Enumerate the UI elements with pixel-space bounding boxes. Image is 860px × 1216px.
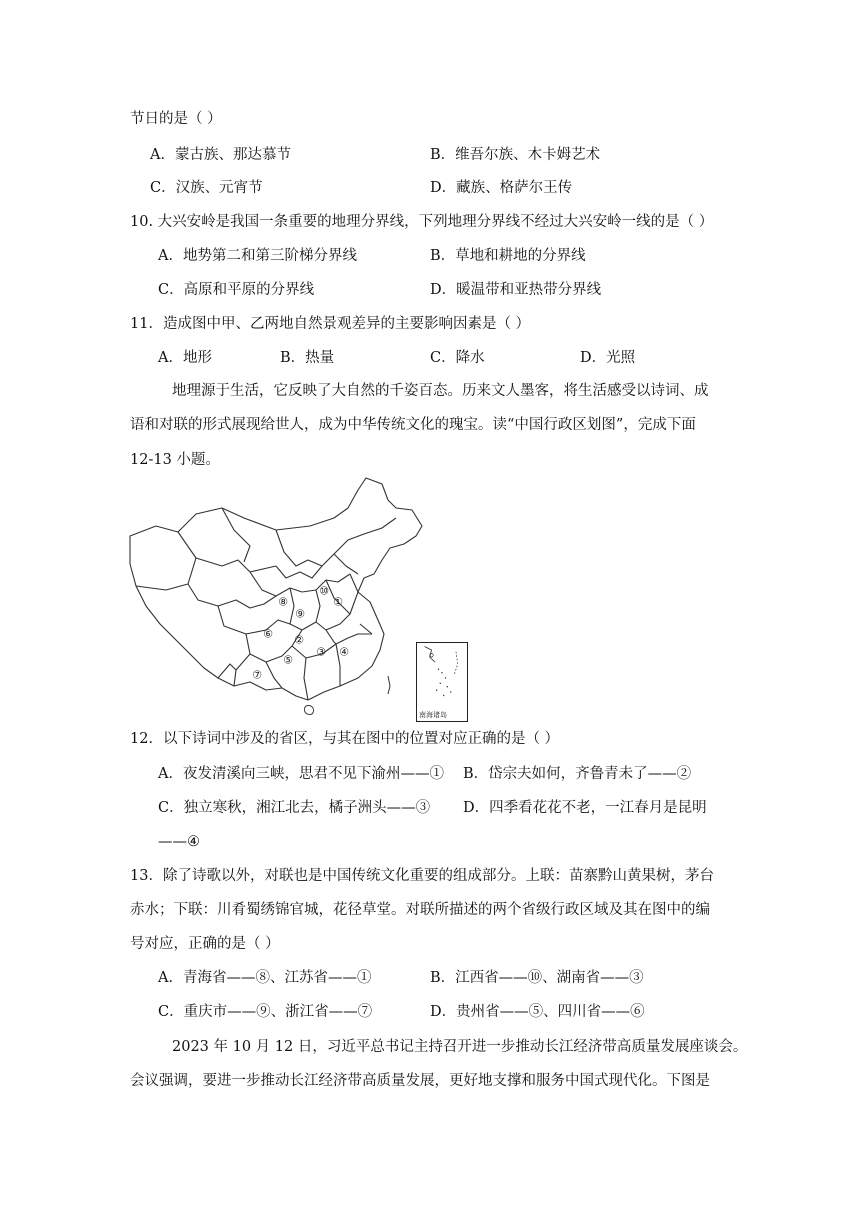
q10-option-d: D．暖温带和亚热带分界线 xyxy=(430,282,602,298)
south-china-sea-inset xyxy=(416,642,468,722)
passage1-line3: 12-13 小题。 xyxy=(130,452,220,468)
q13-option-a: A．青海省——⑧、江苏省——① xyxy=(158,970,372,986)
q11-option-d: D．光照 xyxy=(580,350,636,366)
q12-option-b: B．岱宗夫如何，齐鲁青未了——② xyxy=(463,766,692,782)
map-marker-8: ⑧ xyxy=(278,595,288,609)
inset-label: 南海诸岛 xyxy=(419,711,447,719)
map-marker-9: ⑨ xyxy=(295,607,305,621)
map-marker-4: ④ xyxy=(339,645,349,659)
q10-option-c: C．高原和平原的分界线 xyxy=(158,282,315,298)
q12-stem: 12．以下诗词中涉及的省区，与其在图中的位置对应正确的是（ ） xyxy=(130,731,560,747)
inset-islands-svg xyxy=(417,643,467,713)
map-marker-7: ⑦ xyxy=(252,668,262,682)
q12-option-d-cont: ——④ xyxy=(158,834,200,850)
q10-stem: 10. 大兴安岭是我国一条重要的地理分界线，下列地理分界线不经过大兴安岭一线的是（ ） xyxy=(130,214,714,230)
q11-stem: 11．造成图中甲、乙两地自然景观差异的主要影响因素是（ ） xyxy=(130,316,531,332)
q10-option-a: A．地势第二和第三阶梯分界线 xyxy=(158,248,357,264)
q9-option-d: D．藏族、格萨尔王传 xyxy=(430,180,573,196)
q9-option-c: C．汉族、元宵节 xyxy=(150,180,263,196)
q10-option-b: B．草地和耕地的分界线 xyxy=(430,248,586,264)
q12-option-c: C．独立寒秋，湘江北去，橘子洲头——③ xyxy=(158,800,431,816)
q13-stem-2: 赤水；下联：川肴蜀绣锦官城，花径草堂。对联所描述的两个省级行政区域及其在图中的编 xyxy=(130,902,710,918)
q9-stem-tail: 节日的是（ ） xyxy=(130,111,222,127)
q12-option-a: A．夜发清溪向三峡，思君不见下渝州——① xyxy=(158,766,444,782)
map-marker-3: ③ xyxy=(316,645,326,659)
q11-option-c: C．降水 xyxy=(430,350,485,366)
map-marker-10: ⑩ xyxy=(319,584,329,598)
q13-stem-1: 13．除了诗歌以外，对联也是中国传统文化重要的组成部分。上联：苗寨黔山黄果树，茅台 xyxy=(130,868,714,884)
passage1-line2: 语和对联的形式展现给世人，成为中华传统文化的瑰宝。读“中国行政区划图”，完成下面 xyxy=(130,417,696,433)
q13-stem-3: 号对应，正确的是（ ） xyxy=(130,936,280,952)
q9-option-a: A．蒙古族、那达慕节 xyxy=(150,147,291,163)
q11-option-a: A．地形 xyxy=(158,350,212,366)
map-marker-5: ⑤ xyxy=(283,653,293,667)
q13-option-d: D．贵州省——⑤、四川省——⑥ xyxy=(430,1004,645,1020)
map-marker-6: ⑥ xyxy=(263,627,273,641)
q13-option-b: B．江西省——⑩、湖南省——③ xyxy=(430,970,644,986)
q9-option-b: B．维吾尔族、木卡姆艺术 xyxy=(430,147,601,163)
q11-option-b: B．热量 xyxy=(280,350,335,366)
passage2-line1: 2023 年 10 月 12 日，习近平总书记主持召开进一步推动长江经济带高质量发展座谈会。 xyxy=(172,1039,748,1055)
q12-option-d: D．四季看花花不老，一江春月是昆明 xyxy=(463,800,707,816)
q13-option-c: C．重庆市——⑨、浙江省——⑦ xyxy=(158,1004,373,1020)
passage2-line2: 会议强调，要进一步推动长江经济带高质量发展，更好地支撑和服务中国式现代化。下图是 xyxy=(130,1073,710,1089)
map-marker-2: ② xyxy=(294,633,304,647)
map-marker-1: ① xyxy=(333,595,343,609)
passage1-line1: 地理源于生活，它反映了大自然的千姿百态。历来文人墨客，将生活感受以诗词、成 xyxy=(172,383,709,399)
